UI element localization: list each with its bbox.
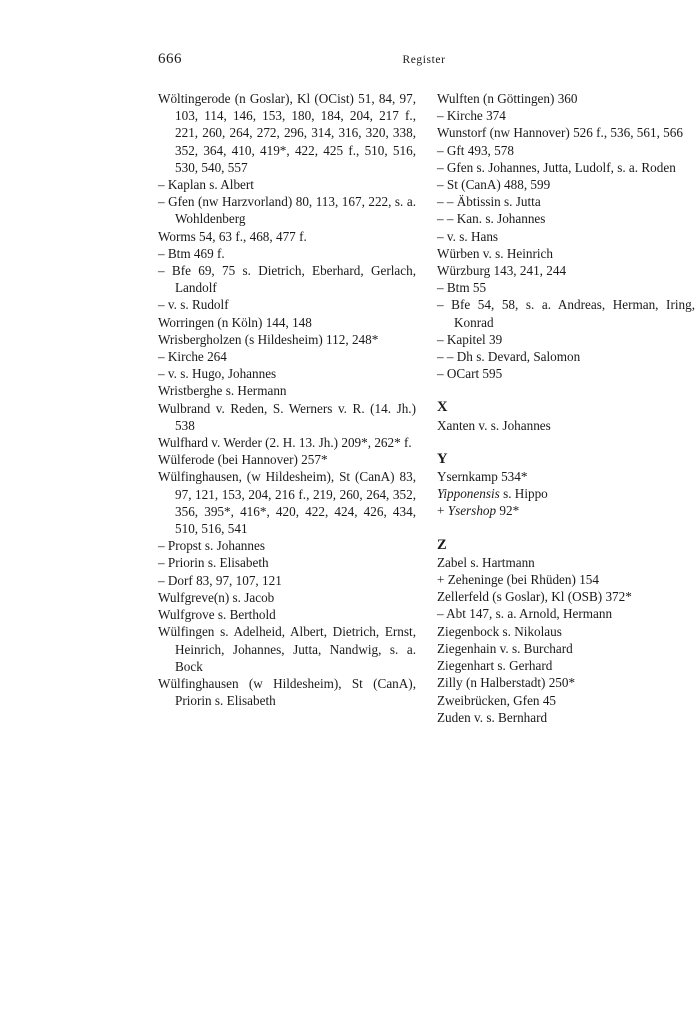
- index-entry: – Gfen (nw Harzvorland) 80, 113, 167, 222, s. a. Wohldenberg: [158, 194, 416, 227]
- index-entry: [437, 485, 695, 502]
- index-entry: Wulfgreve(n) s. Jacob: [158, 589, 275, 605]
- section-letter-z: Z: [437, 536, 447, 553]
- index-entry: Wülferode (bei Hannover) 257*: [158, 452, 328, 468]
- index-entry: Ziegenbock s. Nikolaus: [437, 623, 562, 639]
- index-entry: Würzburg 143, 241, 244: [437, 263, 567, 279]
- index-entry: – Kirche 374: [437, 108, 506, 124]
- index-entry: Xanten v. s. Johannes: [437, 417, 551, 433]
- index-entry: Würben v. s. Heinrich: [437, 245, 553, 261]
- index-entry: Ziegenhart s. Gerhard: [437, 658, 553, 674]
- index-entry: Wülfinghausen, (w Hildesheim), St (CanA) 83, 97, 121, 153, 204, 216 f., 219, 260, 264, 352, 356, 395*, 416*, 420, 422, 424, 426, 434, 510, 516, 541: [158, 469, 416, 537]
- index-entry: – – Kan. s. Johannes: [437, 211, 546, 227]
- index-entry: – OCart 595: [437, 366, 503, 382]
- index-entry: – Gft 493, 578: [437, 142, 514, 158]
- index-entry: Wulften (n Göttingen) 360: [437, 91, 578, 106]
- index-entry: Wülfinghausen (w Hildesheim), St (CanA), Priorin s. Elisabeth: [158, 675, 416, 709]
- index-entry: – Kirche 264: [158, 349, 227, 365]
- section-letter-y: Y: [437, 450, 448, 467]
- index-entry: Worms 54, 63 f., 468, 477 f.: [158, 228, 307, 244]
- index-entry: – Gfen s. Johannes, Jutta, Ludolf, s. a. Roden: [437, 159, 676, 175]
- index-entry: – v. s. Hugo, Johannes: [158, 366, 277, 382]
- index-entry: Wrisbergholzen (s Hildesheim) 112, 248*: [158, 331, 379, 347]
- index-entry: Wulfhard v. Werder (2. H. 13. Jh.) 209*, 262* f.: [158, 435, 412, 451]
- index-entry: – v. s. Rudolf: [158, 297, 229, 313]
- index-entry: – – Äbtissin s. Jutta: [437, 194, 541, 210]
- index-entry: – Btm 55: [437, 280, 487, 296]
- index-entry: – Bfe 54, 58, s. a. Andreas, Herman, Iring, Konrad: [437, 297, 695, 330]
- index-entry: Wulfgrove s. Berthold: [158, 607, 276, 623]
- index-entry: – – Dh s. Devard, Salomon: [437, 349, 581, 365]
- italic-term: Yipponensis: [437, 486, 500, 502]
- index-entry: Zuden v. s. Bernhard: [437, 709, 548, 725]
- index-entry: Zabel s. Hartmann: [437, 554, 535, 570]
- italic-term: Ysershop: [447, 503, 497, 519]
- index-entry: – Dorf 83, 97, 107, 121: [158, 572, 282, 588]
- index-entry: – Priorin s. Elisabeth: [158, 555, 269, 571]
- index-entry: Wülfingen s. Adelheid, Albert, Dietrich, Ernst, Heinrich, Johannes, Jutta, Nandwig, s. a. Bock: [158, 624, 416, 674]
- index-entry: Wulbrand v. Reden, S. Werners v. R. (14. Jh.) 538: [158, 400, 416, 433]
- index-column-right: [437, 90, 695, 726]
- index-entry: Wunstorf (nw Hannover) 526 f., 536, 561, 566: [437, 125, 683, 141]
- index-entry: [437, 502, 695, 519]
- index-entry: – Bfe 69, 75 s. Dietrich, Eberhard, Gerlach, Landolf: [158, 263, 416, 296]
- index-entry: – Kaplan s. Albert: [158, 177, 254, 193]
- index-entry: Zilly (n Halberstadt) 250*: [437, 675, 576, 691]
- entry-text: 92*: [496, 503, 520, 519]
- index-entry: Wöltingerode (n Goslar), Kl (OCist) 51, 84, 97, 103, 114, 146, 153, 180, 184, 204, 217 f., 221, 260, 264, 272, 296, 314, 316, 320, 338, 352, 364, 410, 419*, 422, 425 f., 510, 516, 530, 540, 557: [158, 91, 416, 175]
- section-letter-x: X: [437, 399, 448, 416]
- index-entry: Wristberghe s. Hermann: [158, 383, 287, 399]
- page-number: 666: [158, 51, 182, 67]
- index-entry: Worringen (n Köln) 144, 148: [158, 314, 312, 330]
- index-entry: – Btm 469 f.: [158, 245, 225, 261]
- entry-text: s. Hippo: [499, 486, 548, 502]
- index-entry: – St (CanA) 488, 599: [437, 177, 551, 193]
- index-entry: – Abt 147, s. a. Arnold, Hermann: [437, 606, 613, 622]
- running-head: Register: [402, 54, 446, 66]
- index-entry: Zellerfeld (s Goslar), Kl (OSB) 372*: [437, 589, 632, 605]
- index-entry: – Kapitel 39: [437, 331, 503, 347]
- index-entry: + Zeheninge (bei Rhüden) 154: [437, 572, 599, 588]
- index-entry: Ysernkamp 534*: [437, 469, 528, 485]
- index-entry: Ziegenhain v. s. Burchard: [437, 640, 573, 656]
- index-entry: – Propst s. Johannes: [158, 538, 265, 554]
- entry-prefix: +: [437, 503, 448, 519]
- index-entry: – v. s. Hans: [437, 228, 499, 244]
- index-column-left: [158, 90, 416, 709]
- index-entry: Zweibrücken, Gfen 45: [437, 692, 557, 708]
